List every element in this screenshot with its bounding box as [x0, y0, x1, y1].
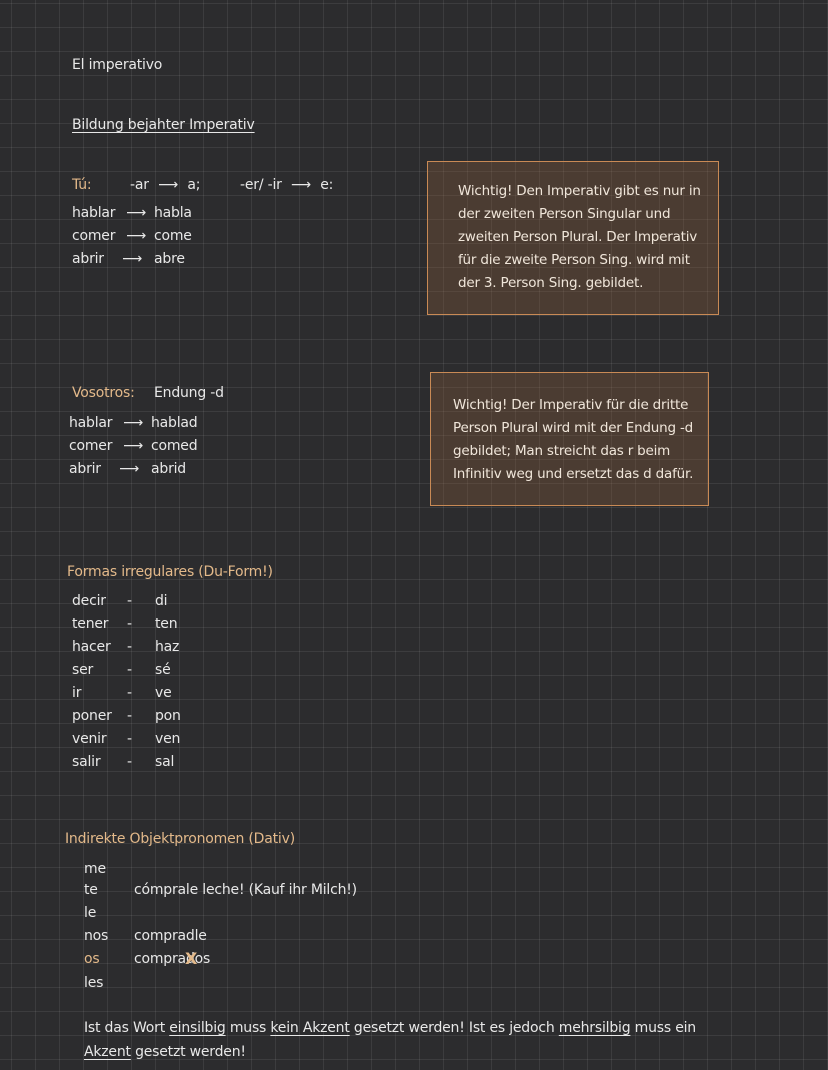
- verb-infinitive: hacer: [72, 639, 111, 655]
- pronoun: le: [84, 905, 97, 921]
- example-os: [134, 951, 210, 967]
- rule-er-ir-result: e:: [320, 177, 334, 193]
- note-line: gebildet; Man streicht das r beim: [453, 443, 671, 459]
- irregular-row: [72, 708, 181, 724]
- verb-infinitive: hablar: [72, 205, 116, 221]
- verb-imperative: abrid: [151, 461, 186, 477]
- verb-infinitive: abrir: [72, 251, 104, 267]
- rule-er-ir: [240, 177, 333, 193]
- dash: -: [127, 593, 132, 609]
- arrow-icon: ⟶: [126, 228, 146, 244]
- verb-infinitive: ser: [72, 662, 94, 678]
- underlined-text: einsilbig: [169, 1020, 226, 1036]
- irregular-row: [72, 662, 171, 678]
- tu-verb-row: [72, 228, 192, 244]
- page-title: El imperativo: [72, 57, 163, 73]
- verb-infinitive: comer: [69, 438, 113, 454]
- note-line: Infinitiv weg und ersetzt das d dafür.: [453, 466, 694, 482]
- verb-imperative: di: [155, 593, 168, 609]
- note-line: Wichtig! Den Imperativ gibt es nur in: [458, 183, 701, 199]
- tu-verb-row: [72, 251, 185, 267]
- verb-infinitive: tener: [72, 616, 109, 632]
- note-line: Person Plural wird mit der Endung -d: [453, 420, 694, 436]
- irregular-row: [72, 593, 167, 609]
- verb-imperative: come: [154, 228, 192, 244]
- note-line: der zweiten Person Singular und: [458, 206, 671, 222]
- dash: -: [127, 662, 132, 678]
- verb-infinitive: abrir: [69, 461, 101, 477]
- vosotros-verb-row: [69, 438, 197, 454]
- rule-ar-result: a;: [187, 177, 201, 193]
- rule-ar: [130, 177, 200, 193]
- arrow-icon: ⟶: [126, 205, 146, 221]
- verb-infinitive: venir: [72, 731, 107, 747]
- verb-infinitive: poner: [72, 708, 112, 724]
- dash: -: [127, 731, 132, 747]
- note-line: zweiten Person Plural. Der Imperativ: [458, 229, 698, 245]
- section-subtitle: Bildung bejahter Imperativ: [72, 117, 255, 133]
- verb-imperative: pon: [155, 708, 181, 724]
- crossed-letter: d X: [186, 951, 195, 967]
- vosotros-rule: Endung -d: [154, 385, 224, 401]
- pronouns-heading: Indirekte Objektpronomen (Dativ): [65, 831, 295, 847]
- accent-rule-line-1: [84, 1020, 696, 1036]
- verb-imperative: habla: [154, 205, 192, 221]
- verb-infinitive: ir: [72, 685, 82, 701]
- verb-imperative: ten: [155, 616, 178, 632]
- dash: -: [127, 754, 132, 770]
- verb-infinitive: decir: [72, 593, 106, 609]
- verb-imperative: sal: [155, 754, 175, 770]
- irregular-row: [72, 754, 174, 770]
- irregular-row: [72, 731, 180, 747]
- verb-imperative: sé: [155, 662, 171, 678]
- irregular-row: [72, 639, 179, 655]
- dash: -: [127, 639, 132, 655]
- verb-infinitive: salir: [72, 754, 101, 770]
- note-line: Wichtig! Der Imperativ für die dritte: [453, 397, 689, 413]
- vosotros-note-box: [430, 372, 709, 506]
- dash: -: [127, 708, 132, 724]
- tu-verb-row: [72, 205, 192, 221]
- verb-imperative: comed: [151, 438, 198, 454]
- rule-ar-ending: -ar: [130, 177, 149, 193]
- vosotros-verb-row: [69, 415, 198, 431]
- tu-note-box: [427, 161, 719, 315]
- verb-imperative: abre: [154, 251, 185, 267]
- example-te: cómprale leche! (Kauf ihr Milch!): [134, 882, 357, 898]
- example-os-ending: os: [194, 951, 211, 967]
- tu-label: Tú:: [72, 177, 92, 193]
- example-os-stem: compra: [134, 951, 186, 967]
- vosotros-verb-row: [69, 461, 186, 477]
- note-line: für die zweite Person Sing. wird mit: [458, 252, 690, 268]
- verb-imperative: hablad: [151, 415, 198, 431]
- pronoun-highlighted: os: [84, 951, 100, 967]
- verb-imperative: ven: [155, 731, 181, 747]
- verb-imperative: ve: [155, 685, 172, 701]
- text: gesetzt werden!: [130, 1044, 246, 1060]
- verb-imperative: haz: [155, 639, 180, 655]
- accent-rule-line-2: [84, 1044, 246, 1060]
- verb-infinitive: comer: [72, 228, 116, 244]
- pronoun: te: [84, 882, 98, 898]
- text: muss: [225, 1020, 271, 1036]
- rule-er-ir-ending: -er/ -ir: [240, 177, 282, 193]
- pronoun: les: [84, 975, 104, 991]
- arrow-icon: ⟶: [119, 461, 139, 477]
- text: Ist das Wort: [84, 1020, 170, 1036]
- pronoun: me: [84, 861, 106, 877]
- dash: -: [127, 616, 132, 632]
- underlined-text: Akzent: [84, 1044, 131, 1060]
- dash: -: [127, 685, 132, 701]
- example-nos: compradle: [134, 928, 207, 944]
- irregular-row: [72, 685, 172, 701]
- verb-infinitive: hablar: [69, 415, 113, 431]
- vosotros-label: Vosotros:: [72, 385, 135, 401]
- note-line: der 3. Person Sing. gebildet.: [458, 275, 644, 291]
- text: gesetzt werden! Ist es jedoch: [349, 1020, 559, 1036]
- arrow-icon: ⟶: [291, 177, 311, 193]
- arrow-icon: ⟶: [158, 177, 178, 193]
- arrow-icon: ⟶: [123, 415, 143, 431]
- irregular-heading: Formas irregulares (Du-Form!): [67, 564, 273, 580]
- irregular-row: [72, 616, 177, 632]
- pronoun: nos: [84, 928, 109, 944]
- underlined-text: mehrsilbig: [558, 1020, 631, 1036]
- underlined-text: kein Akzent: [270, 1020, 350, 1036]
- text: muss ein: [630, 1020, 696, 1036]
- arrow-icon: ⟶: [123, 438, 143, 454]
- arrow-icon: ⟶: [122, 251, 142, 267]
